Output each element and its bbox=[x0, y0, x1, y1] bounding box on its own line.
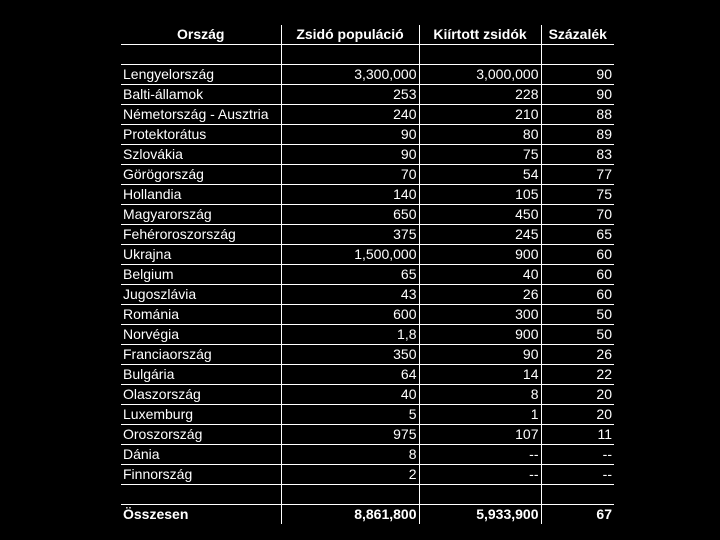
table-spacer-row bbox=[121, 485, 614, 505]
table-row bbox=[121, 325, 614, 345]
percent-cell: 77 bbox=[541, 165, 614, 185]
percent-cell: 26 bbox=[541, 345, 614, 365]
killed-cell: 245 bbox=[419, 225, 541, 245]
total-population-cell: 8,861,800 bbox=[281, 505, 419, 525]
percent-cell: 11 bbox=[541, 425, 614, 445]
table-row bbox=[121, 165, 614, 185]
population-cell: 253 bbox=[281, 85, 419, 105]
percent-cell: 90 bbox=[541, 65, 614, 85]
country-cell: Belgium bbox=[121, 265, 281, 285]
killed-cell: 14 bbox=[419, 365, 541, 385]
total-row bbox=[121, 505, 614, 525]
country-cell: Románia bbox=[121, 305, 281, 325]
table-row bbox=[121, 405, 614, 425]
killed-cell: -- bbox=[419, 445, 541, 465]
killed-cell: 900 bbox=[419, 325, 541, 345]
killed-cell: 1 bbox=[419, 405, 541, 425]
table-row bbox=[121, 225, 614, 245]
data-table-container bbox=[121, 25, 614, 524]
percent-cell: 89 bbox=[541, 125, 614, 145]
country-cell: Ukrajna bbox=[121, 245, 281, 265]
killed-cell: 8 bbox=[419, 385, 541, 405]
population-cell: 2 bbox=[281, 465, 419, 485]
country-cell: Görögország bbox=[121, 165, 281, 185]
spacer-cell bbox=[419, 45, 541, 65]
percent-cell: 88 bbox=[541, 105, 614, 125]
killed-cell: 450 bbox=[419, 205, 541, 225]
column-header-percent: Százalék bbox=[541, 25, 614, 45]
country-cell: Protektorátus bbox=[121, 125, 281, 145]
table-body bbox=[121, 45, 614, 525]
country-cell: Szlovákia bbox=[121, 145, 281, 165]
population-cell: 64 bbox=[281, 365, 419, 385]
percent-cell: 20 bbox=[541, 405, 614, 425]
percent-cell: 65 bbox=[541, 225, 614, 245]
table-row bbox=[121, 145, 614, 165]
table-row bbox=[121, 245, 614, 265]
country-cell: Magyarország bbox=[121, 205, 281, 225]
population-cell: 140 bbox=[281, 185, 419, 205]
spacer-cell bbox=[541, 45, 614, 65]
table-row bbox=[121, 365, 614, 385]
killed-cell: 300 bbox=[419, 305, 541, 325]
table-row bbox=[121, 185, 614, 205]
total-killed-cell: 5,933,900 bbox=[419, 505, 541, 525]
population-cell: 1,500,000 bbox=[281, 245, 419, 265]
spacer-cell bbox=[281, 45, 419, 65]
killed-cell: 900 bbox=[419, 245, 541, 265]
country-cell: Balti-államok bbox=[121, 85, 281, 105]
table-row bbox=[121, 385, 614, 405]
table-row bbox=[121, 285, 614, 305]
killed-cell: -- bbox=[419, 465, 541, 485]
spacer-cell bbox=[121, 45, 281, 65]
total-country-cell: Összesen bbox=[123, 506, 189, 522]
killed-cell: 75 bbox=[419, 145, 541, 165]
percent-cell: 20 bbox=[541, 385, 614, 405]
population-cell: 90 bbox=[281, 145, 419, 165]
country-cell: Norvégia bbox=[121, 325, 281, 345]
column-header-population: Zsidó populáció bbox=[281, 25, 419, 45]
column-header-killed: Kiírtott zsidók bbox=[419, 25, 541, 45]
table-row bbox=[121, 105, 614, 125]
table-header-row bbox=[121, 25, 614, 45]
country-cell: Jugoszlávia bbox=[121, 285, 281, 305]
population-cell: 70 bbox=[281, 165, 419, 185]
killed-cell: 107 bbox=[419, 425, 541, 445]
percent-cell: 22 bbox=[541, 365, 614, 385]
country-cell: Dánia bbox=[121, 445, 281, 465]
table-row bbox=[121, 205, 614, 225]
population-cell: 43 bbox=[281, 285, 419, 305]
table-row bbox=[121, 65, 614, 85]
table-row bbox=[121, 345, 614, 365]
killed-cell: 210 bbox=[419, 105, 541, 125]
percent-cell: 50 bbox=[541, 305, 614, 325]
percent-cell: 75 bbox=[541, 185, 614, 205]
killed-cell: 3,000,000 bbox=[419, 65, 541, 85]
percent-cell: 70 bbox=[541, 205, 614, 225]
percent-cell: 60 bbox=[541, 285, 614, 305]
population-cell: 600 bbox=[281, 305, 419, 325]
population-cell: 5 bbox=[281, 405, 419, 425]
country-cell: Lengyelország bbox=[121, 65, 281, 85]
killed-cell: 40 bbox=[419, 265, 541, 285]
table-row bbox=[121, 265, 614, 285]
percent-cell: -- bbox=[541, 465, 614, 485]
population-cell: 975 bbox=[281, 425, 419, 445]
table-row bbox=[121, 425, 614, 445]
table-row bbox=[121, 305, 614, 325]
table-spacer-row bbox=[121, 45, 614, 65]
spacer-cell bbox=[281, 485, 419, 505]
total-percent-cell: 67 bbox=[541, 505, 614, 525]
population-cell: 240 bbox=[281, 105, 419, 125]
killed-cell: 54 bbox=[419, 165, 541, 185]
population-cell: 375 bbox=[281, 225, 419, 245]
population-cell: 1,8 bbox=[281, 325, 419, 345]
table-row bbox=[121, 85, 614, 105]
population-cell: 8 bbox=[281, 445, 419, 465]
population-cell: 65 bbox=[281, 265, 419, 285]
country-cell: Luxemburg bbox=[121, 405, 281, 425]
spacer-cell bbox=[121, 485, 281, 505]
population-cell: 350 bbox=[281, 345, 419, 365]
population-cell: 650 bbox=[281, 205, 419, 225]
holocaust-statistics-table bbox=[121, 25, 614, 524]
killed-cell: 90 bbox=[419, 345, 541, 365]
population-cell: 3,300,000 bbox=[281, 65, 419, 85]
country-cell: Finnország bbox=[121, 465, 281, 485]
country-cell: Franciaország bbox=[121, 345, 281, 365]
country-cell: Olaszország bbox=[121, 385, 281, 405]
table-row bbox=[121, 445, 614, 465]
killed-cell: 26 bbox=[419, 285, 541, 305]
killed-cell: 80 bbox=[419, 125, 541, 145]
percent-cell: 83 bbox=[541, 145, 614, 165]
table-row bbox=[121, 125, 614, 145]
country-cell: Bulgária bbox=[121, 365, 281, 385]
percent-cell: 60 bbox=[541, 265, 614, 285]
percent-cell: 90 bbox=[541, 85, 614, 105]
spacer-cell bbox=[541, 485, 614, 505]
country-cell: Fehéroroszország bbox=[121, 225, 281, 245]
percent-cell: 50 bbox=[541, 325, 614, 345]
country-cell: Németország - Ausztria bbox=[121, 105, 281, 125]
column-header-country: Ország bbox=[121, 25, 281, 45]
population-cell: 90 bbox=[281, 125, 419, 145]
killed-cell: 105 bbox=[419, 185, 541, 205]
country-cell: Hollandia bbox=[121, 185, 281, 205]
population-cell: 40 bbox=[281, 385, 419, 405]
killed-cell: 228 bbox=[419, 85, 541, 105]
percent-cell: 60 bbox=[541, 245, 614, 265]
country-cell: Oroszország bbox=[121, 425, 281, 445]
table-row bbox=[121, 465, 614, 485]
percent-cell: -- bbox=[541, 445, 614, 465]
spacer-cell bbox=[419, 485, 541, 505]
